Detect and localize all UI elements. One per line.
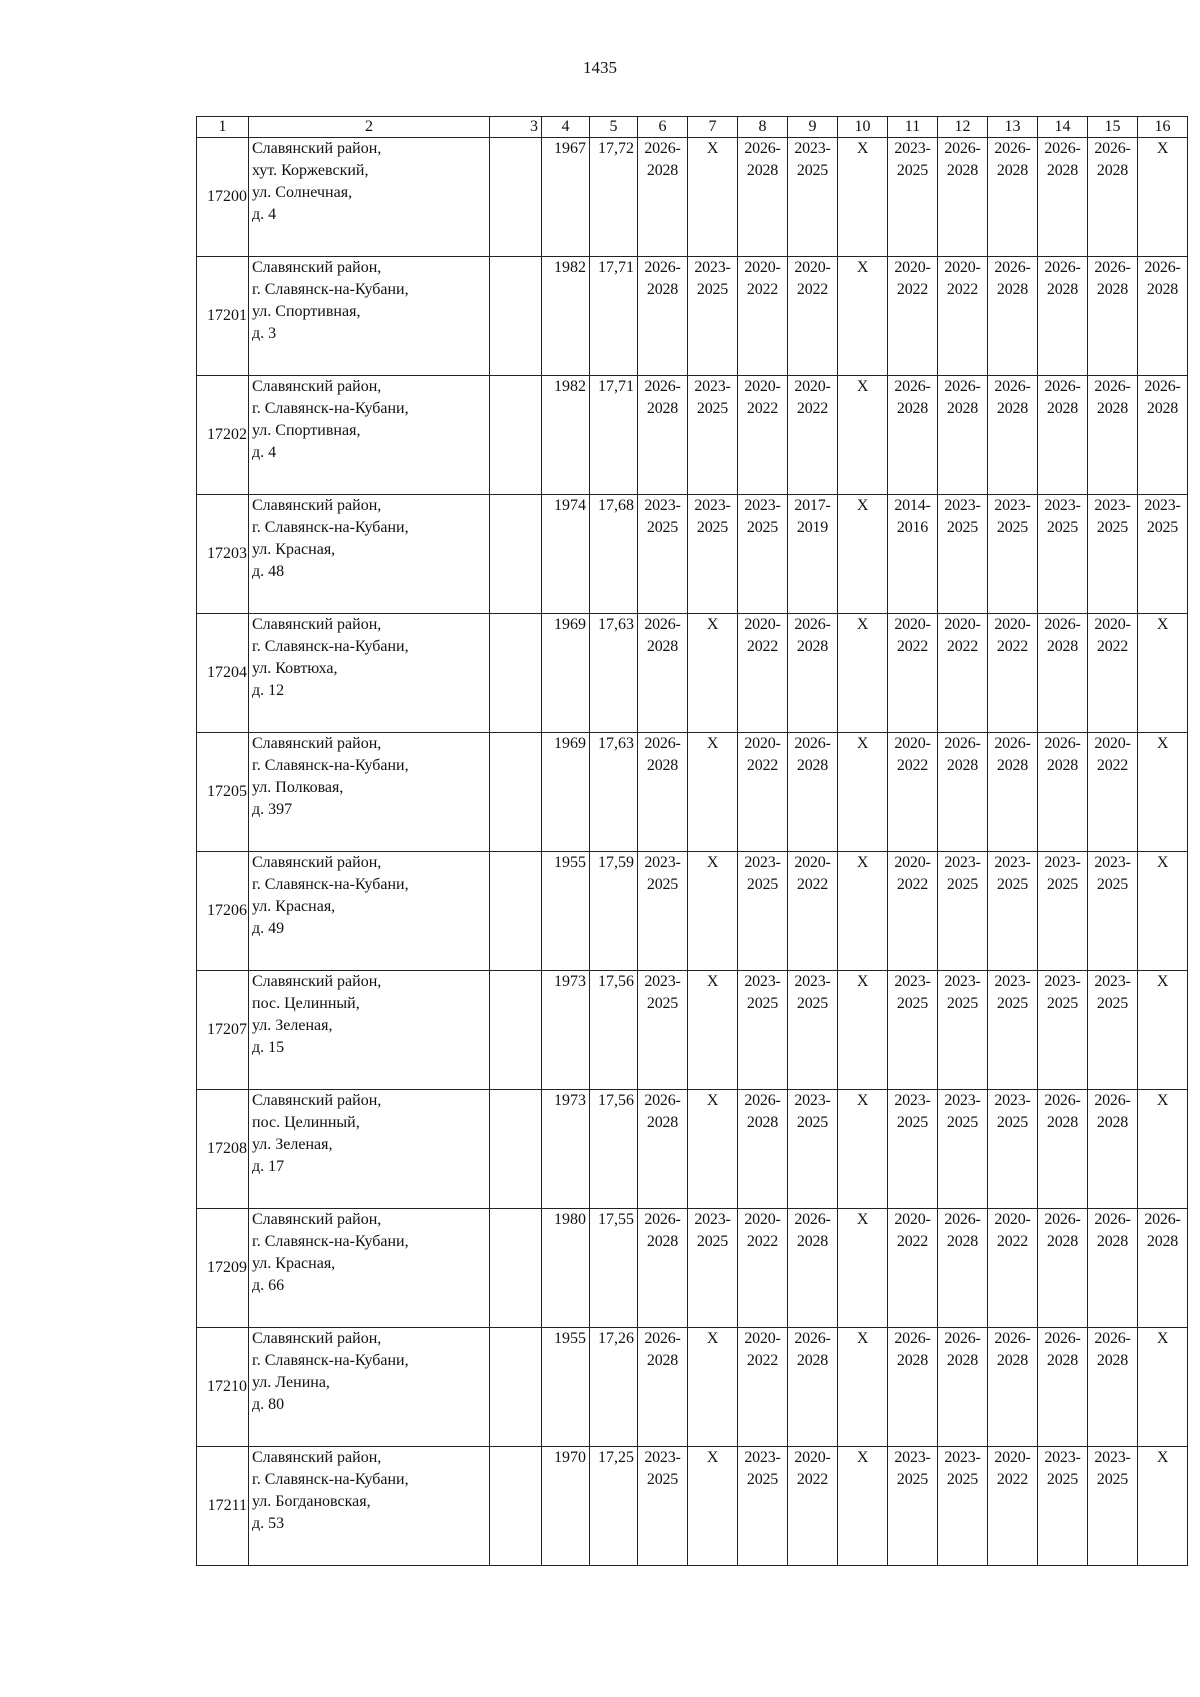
col14-period: 2026- 2028 (1038, 733, 1088, 852)
column-header: 4 (542, 117, 590, 138)
year-built-cell: 1969 (542, 733, 590, 852)
address-cell: Славянский район, г. Славянск-на-Кубани, ул. Красная, д. 48 (249, 495, 490, 614)
col13-period: 2020- 2022 (988, 1209, 1038, 1328)
address-cell: Славянский район, г. Славянск-на-Кубани, ул. Полковая, д. 397 (249, 733, 490, 852)
area-cell: 17,72 (590, 138, 638, 257)
address-cell: Славянский район, г. Славянск-на-Кубани, ул. Спортивная, д. 3 (249, 257, 490, 376)
col14-period: 2023- 2025 (1038, 852, 1088, 971)
col6-period: 2023- 2025 (638, 495, 688, 614)
row-number: 17211 (197, 1447, 249, 1566)
year-built-cell: 1980 (542, 1209, 590, 1328)
col9-period: 2023- 2025 (788, 1090, 838, 1209)
col15-period: 2023- 2025 (1088, 971, 1138, 1090)
area-cell: 17,56 (590, 1090, 638, 1209)
address-cell: Славянский район, хут. Коржевский, ул. Солнечная, д. 4 (249, 138, 490, 257)
row-number: 17202 (197, 376, 249, 495)
row-number: 17200 (197, 138, 249, 257)
column-header: 12 (938, 117, 988, 138)
col11-period: 2026- 2028 (888, 1328, 938, 1447)
column-header: 10 (838, 117, 888, 138)
col11-period: 2023- 2025 (888, 1090, 938, 1209)
col13-period: 2023- 2025 (988, 852, 1038, 971)
col16-period: X (1138, 614, 1188, 733)
table-row (197, 1209, 1188, 1328)
row-number: 17208 (197, 1090, 249, 1209)
col7-period: 2023- 2025 (688, 376, 738, 495)
col9-period: 2017- 2019 (788, 495, 838, 614)
col16-period: X (1138, 971, 1188, 1090)
col8-period: 2020- 2022 (738, 257, 788, 376)
col16-period: X (1138, 1090, 1188, 1209)
address-cell: Славянский район, пос. Целинный, ул. Зеленая, д. 17 (249, 1090, 490, 1209)
col11-period: 2020- 2022 (888, 614, 938, 733)
year-built-cell: 1955 (542, 1328, 590, 1447)
col7-period: 2023- 2025 (688, 1209, 738, 1328)
col9-period: 2023- 2025 (788, 971, 838, 1090)
col16-period: X (1138, 138, 1188, 257)
col15-period: 2026- 2028 (1088, 1209, 1138, 1328)
area-cell: 17,59 (590, 852, 638, 971)
table-row (197, 495, 1188, 614)
col3-cell (490, 852, 542, 971)
col8-period: 2020- 2022 (738, 376, 788, 495)
col6-period: 2026- 2028 (638, 257, 688, 376)
col11-period: 2023- 2025 (888, 1447, 938, 1566)
col8-period: 2023- 2025 (738, 1447, 788, 1566)
col6-period: 2026- 2028 (638, 376, 688, 495)
address-cell: Славянский район, г. Славянск-на-Кубани, ул. Красная, д. 66 (249, 1209, 490, 1328)
area-cell: 17,63 (590, 614, 638, 733)
column-header: 14 (1038, 117, 1088, 138)
table-row (197, 1090, 1188, 1209)
col14-period: 2026- 2028 (1038, 257, 1088, 376)
address-cell: Славянский район, г. Славянск-на-Кубани, ул. Ковтюха, д. 12 (249, 614, 490, 733)
col15-period: 2026- 2028 (1088, 257, 1138, 376)
col12-period: 2026- 2028 (938, 138, 988, 257)
col14-period: 2023- 2025 (1038, 971, 1088, 1090)
col7-period: 2023- 2025 (688, 495, 738, 614)
col15-period: 2020- 2022 (1088, 614, 1138, 733)
col13-period: 2026- 2028 (988, 376, 1038, 495)
col14-period: 2026- 2028 (1038, 614, 1088, 733)
col10-period: X (838, 1090, 888, 1209)
col12-period: 2023- 2025 (938, 495, 988, 614)
col8-period: 2023- 2025 (738, 971, 788, 1090)
col11-period: 2023- 2025 (888, 138, 938, 257)
col13-period: 2026- 2028 (988, 733, 1038, 852)
col6-period: 2026- 2028 (638, 614, 688, 733)
col6-period: 2023- 2025 (638, 1447, 688, 1566)
col3-cell (490, 376, 542, 495)
area-cell: 17,63 (590, 733, 638, 852)
address-cell: Славянский район, пос. Целинный, ул. Зеленая, д. 15 (249, 971, 490, 1090)
address-cell: Славянский район, г. Славянск-на-Кубани, ул. Ленина, д. 80 (249, 1328, 490, 1447)
table-row (197, 733, 1188, 852)
col15-period: 2026- 2028 (1088, 376, 1138, 495)
area-cell: 17,71 (590, 376, 638, 495)
column-header: 5 (590, 117, 638, 138)
col14-period: 2026- 2028 (1038, 1209, 1088, 1328)
row-number: 17209 (197, 1209, 249, 1328)
col11-period: 2020- 2022 (888, 733, 938, 852)
col16-period: X (1138, 1328, 1188, 1447)
col14-period: 2026- 2028 (1038, 376, 1088, 495)
col12-period: 2026- 2028 (938, 1209, 988, 1328)
col10-period: X (838, 733, 888, 852)
col3-cell (490, 138, 542, 257)
col3-cell (490, 1328, 542, 1447)
col9-period: 2026- 2028 (788, 614, 838, 733)
col10-period: X (838, 852, 888, 971)
col11-period: 2023- 2025 (888, 971, 938, 1090)
address-cell: Славянский район, г. Славянск-на-Кубани, ул. Спортивная, д. 4 (249, 376, 490, 495)
column-header: 16 (1138, 117, 1188, 138)
page-number: 1435 (583, 58, 617, 77)
col15-period: 2023- 2025 (1088, 1447, 1138, 1566)
col3-cell (490, 1447, 542, 1566)
table-row (197, 257, 1188, 376)
col13-period: 2023- 2025 (988, 971, 1038, 1090)
col7-period: X (688, 971, 738, 1090)
col13-period: 2026- 2028 (988, 1328, 1038, 1447)
col6-period: 2026- 2028 (638, 138, 688, 257)
col7-period: X (688, 138, 738, 257)
col7-period: 2023- 2025 (688, 257, 738, 376)
area-cell: 17,26 (590, 1328, 638, 1447)
column-number-row (197, 117, 1188, 138)
col11-period: 2014- 2016 (888, 495, 938, 614)
col10-period: X (838, 376, 888, 495)
col16-period: X (1138, 852, 1188, 971)
year-built-cell: 1973 (542, 971, 590, 1090)
col9-period: 2020- 2022 (788, 257, 838, 376)
col7-period: X (688, 614, 738, 733)
row-number: 17201 (197, 257, 249, 376)
area-cell: 17,71 (590, 257, 638, 376)
col11-period: 2020- 2022 (888, 1209, 938, 1328)
col8-period: 2023- 2025 (738, 852, 788, 971)
table-row (197, 614, 1188, 733)
col12-period: 2020- 2022 (938, 614, 988, 733)
col11-period: 2020- 2022 (888, 852, 938, 971)
column-header: 6 (638, 117, 688, 138)
col10-period: X (838, 495, 888, 614)
col12-period: 2023- 2025 (938, 1447, 988, 1566)
col14-period: 2026- 2028 (1038, 138, 1088, 257)
row-number: 17204 (197, 614, 249, 733)
col16-period: 2023- 2025 (1138, 495, 1188, 614)
col6-period: 2023- 2025 (638, 971, 688, 1090)
col13-period: 2023- 2025 (988, 495, 1038, 614)
col3-cell (490, 495, 542, 614)
year-built-cell: 1974 (542, 495, 590, 614)
col3-cell (490, 733, 542, 852)
col15-period: 2023- 2025 (1088, 852, 1138, 971)
col12-period: 2026- 2028 (938, 1328, 988, 1447)
col16-period: 2026- 2028 (1138, 1209, 1188, 1328)
column-header: 8 (738, 117, 788, 138)
col7-period: X (688, 1328, 738, 1447)
col8-period: 2020- 2022 (738, 1328, 788, 1447)
col6-period: 2026- 2028 (638, 1090, 688, 1209)
col15-period: 2026- 2028 (1088, 1090, 1138, 1209)
col12-period: 2026- 2028 (938, 376, 988, 495)
col15-period: 2026- 2028 (1088, 1328, 1138, 1447)
col8-period: 2020- 2022 (738, 1209, 788, 1328)
table-row (197, 971, 1188, 1090)
col13-period: 2020- 2022 (988, 1447, 1038, 1566)
col7-period: X (688, 852, 738, 971)
table-row (197, 376, 1188, 495)
col13-period: 2020- 2022 (988, 614, 1038, 733)
col10-period: X (838, 257, 888, 376)
col3-cell (490, 257, 542, 376)
row-number: 17205 (197, 733, 249, 852)
col16-period: 2026- 2028 (1138, 257, 1188, 376)
area-cell: 17,25 (590, 1447, 638, 1566)
col10-period: X (838, 614, 888, 733)
col14-period: 2026- 2028 (1038, 1090, 1088, 1209)
col3-cell (490, 971, 542, 1090)
col14-period: 2026- 2028 (1038, 1328, 1088, 1447)
table-row (197, 1447, 1188, 1566)
column-header: 15 (1088, 117, 1138, 138)
row-number: 17207 (197, 971, 249, 1090)
col16-period: X (1138, 733, 1188, 852)
table-row (197, 1328, 1188, 1447)
area-cell: 17,55 (590, 1209, 638, 1328)
year-built-cell: 1982 (542, 257, 590, 376)
col13-period: 2023- 2025 (988, 1090, 1038, 1209)
col6-period: 2026- 2028 (638, 1209, 688, 1328)
col11-period: 2020- 2022 (888, 257, 938, 376)
col7-period: X (688, 1090, 738, 1209)
col10-period: X (838, 1447, 888, 1566)
address-cell: Славянский район, г. Славянск-на-Кубани, ул. Богдановская, д. 53 (249, 1447, 490, 1566)
col10-period: X (838, 971, 888, 1090)
year-built-cell: 1955 (542, 852, 590, 971)
col9-period: 2026- 2028 (788, 1209, 838, 1328)
col10-period: X (838, 1209, 888, 1328)
col3-cell (490, 1209, 542, 1328)
col15-period: 2026- 2028 (1088, 138, 1138, 257)
col16-period: 2026- 2028 (1138, 376, 1188, 495)
col9-period: 2023- 2025 (788, 138, 838, 257)
col12-period: 2026- 2028 (938, 733, 988, 852)
table-row (197, 852, 1188, 971)
col10-period: X (838, 1328, 888, 1447)
column-header: 13 (988, 117, 1038, 138)
col3-cell (490, 1090, 542, 1209)
col3-cell (490, 614, 542, 733)
table-row (197, 138, 1188, 257)
year-built-cell: 1973 (542, 1090, 590, 1209)
row-number: 17210 (197, 1328, 249, 1447)
column-header: 1 (197, 117, 249, 138)
col9-period: 2026- 2028 (788, 1328, 838, 1447)
column-header: 9 (788, 117, 838, 138)
col6-period: 2026- 2028 (638, 1328, 688, 1447)
col8-period: 2026- 2028 (738, 1090, 788, 1209)
year-built-cell: 1969 (542, 614, 590, 733)
address-cell: Славянский район, г. Славянск-на-Кубани, ул. Красная, д. 49 (249, 852, 490, 971)
col8-period: 2023- 2025 (738, 495, 788, 614)
col8-period: 2026- 2028 (738, 138, 788, 257)
column-header: 3 (490, 117, 542, 138)
col9-period: 2020- 2022 (788, 376, 838, 495)
col8-period: 2020- 2022 (738, 733, 788, 852)
column-header: 11 (888, 117, 938, 138)
col14-period: 2023- 2025 (1038, 495, 1088, 614)
area-cell: 17,68 (590, 495, 638, 614)
col11-period: 2026- 2028 (888, 376, 938, 495)
col12-period: 2023- 2025 (938, 971, 988, 1090)
col6-period: 2023- 2025 (638, 852, 688, 971)
registry-table (196, 116, 1188, 1566)
area-cell: 17,56 (590, 971, 638, 1090)
column-header: 2 (249, 117, 490, 138)
col6-period: 2026- 2028 (638, 733, 688, 852)
col9-period: 2020- 2022 (788, 1447, 838, 1566)
col16-period: X (1138, 1447, 1188, 1566)
col9-period: 2020- 2022 (788, 852, 838, 971)
col10-period: X (838, 138, 888, 257)
col7-period: X (688, 1447, 738, 1566)
row-number: 17206 (197, 852, 249, 971)
row-number: 17203 (197, 495, 249, 614)
col12-period: 2023- 2025 (938, 1090, 988, 1209)
col13-period: 2026- 2028 (988, 257, 1038, 376)
year-built-cell: 1967 (542, 138, 590, 257)
col13-period: 2026- 2028 (988, 138, 1038, 257)
year-built-cell: 1970 (542, 1447, 590, 1566)
col8-period: 2020- 2022 (738, 614, 788, 733)
col9-period: 2026- 2028 (788, 733, 838, 852)
col15-period: 2020- 2022 (1088, 733, 1138, 852)
year-built-cell: 1982 (542, 376, 590, 495)
col7-period: X (688, 733, 738, 852)
col12-period: 2020- 2022 (938, 257, 988, 376)
col15-period: 2023- 2025 (1088, 495, 1138, 614)
col14-period: 2023- 2025 (1038, 1447, 1088, 1566)
col12-period: 2023- 2025 (938, 852, 988, 971)
column-header: 7 (688, 117, 738, 138)
